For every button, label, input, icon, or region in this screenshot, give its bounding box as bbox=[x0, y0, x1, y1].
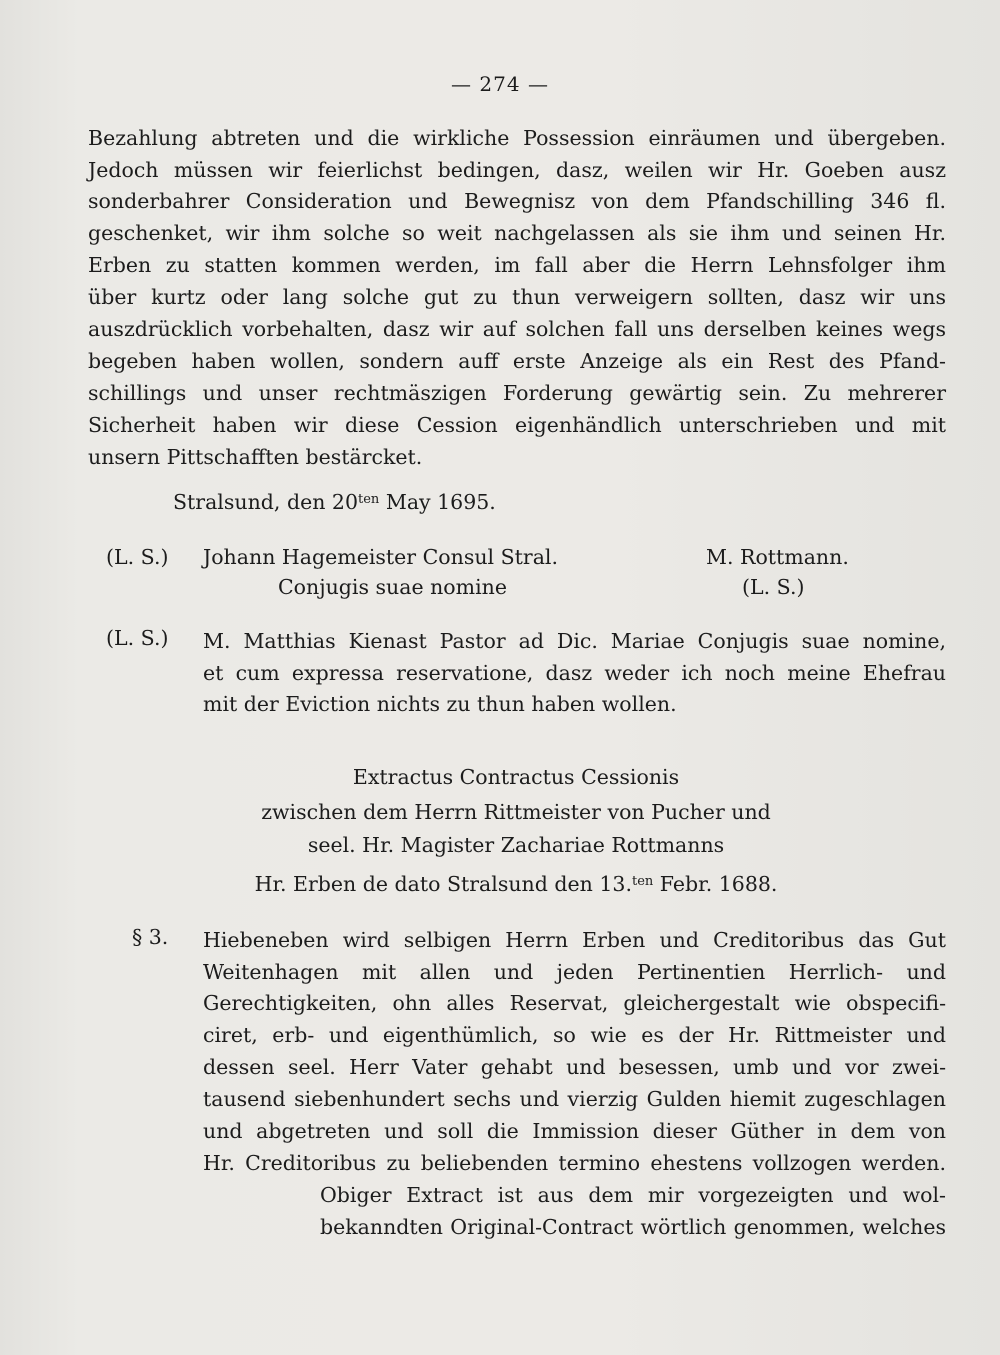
seal-mark: (L. S.) bbox=[106, 545, 169, 569]
closing-line: bekanndten Original-Contract wörtlich genommen, welches bbox=[320, 1215, 946, 1239]
text-line: schillings und unser rechtmäszigen Forderung gewärtig sein. Zu mehrerer bbox=[88, 381, 946, 405]
dateline-text: May 1695. bbox=[379, 490, 496, 514]
seal-mark: (L. S.) bbox=[742, 575, 805, 599]
text-line: Bezahlung abtreten und die wirkliche Possession einräumen und übergeben. bbox=[88, 126, 946, 150]
section-line: ciret, erb- und eigenthümlich, so wie es der Hr. Rittmeister und bbox=[203, 1023, 946, 1047]
section-line: Hiebeneben wird selbigen Herrn Erben und Creditoribus das Gut bbox=[203, 928, 946, 952]
page-number: 274 bbox=[479, 72, 521, 96]
text-line: sonderbahrer Consideration und Bewegnisz von dem Pfandschilling 346 fl. bbox=[88, 189, 946, 213]
section-line: und abgetreten und soll die Immission dieser Güther in dem von bbox=[203, 1119, 946, 1143]
text-line: Jedoch müssen wir feierlichst bedingen, dasz, weilen wir Hr. Goeben ausz bbox=[88, 158, 946, 182]
text-line: begeben haben wollen, sondern auff erste Anzeige als ein Rest des Pfand- bbox=[88, 349, 946, 373]
signature-conjugis: Conjugis suae nomine bbox=[278, 575, 507, 599]
text-line: über kurtz oder lang solche gut zu thun verweigern sollten, dasz wir uns bbox=[88, 285, 946, 309]
signature-hagemeister: Johann Hagemeister Consul Stral. bbox=[203, 545, 558, 569]
heading-line: zwischen dem Herrn Rittmeister von Pucher und bbox=[261, 800, 771, 824]
heading-text: Febr. 1688. bbox=[653, 872, 778, 896]
dateline bbox=[173, 490, 496, 514]
text-line: Sicherheit haben wir diese Cession eigenhändlich unterschrieben und mit bbox=[88, 413, 946, 437]
signature-kienast: et cum expressa reservatione, dasz weder ich noch meine Ehefrau bbox=[203, 661, 946, 685]
text-line: geschenket, wir ihm solche so weit nachgelassen als sie ihm und seinen Hr. bbox=[88, 221, 946, 245]
dateline-sup: ten bbox=[358, 492, 380, 507]
text-line: Erben zu statten kommen werden, im fall aber die Herrn Lehnsfolger ihm bbox=[88, 253, 946, 277]
signature-kienast: mit der Eviction nichts zu thun haben wollen. bbox=[203, 692, 677, 716]
section-line: tausend siebenhundert sechs und vierzig Gulden hiemit zugeschlagen bbox=[203, 1087, 946, 1111]
text-line: unsern Pittschafften bestärcket. bbox=[88, 445, 423, 469]
heading-text: Hr. Erben de dato Stralsund den 13. bbox=[254, 872, 632, 896]
signature-kienast: M. Matthias Kienast Pastor ad Dic. Mariae Conjugis suae nomine, bbox=[203, 629, 946, 653]
dateline-text: Stralsund, den 20 bbox=[173, 490, 359, 514]
heading-sup: ten bbox=[631, 874, 654, 889]
section-mark: § 3. bbox=[132, 925, 169, 949]
closing-line: Obiger Extract ist aus dem mir vorgezeigten und wol- bbox=[320, 1183, 946, 1207]
heading-line bbox=[16, 866, 1000, 900]
page-header: — 274 — bbox=[451, 72, 549, 96]
heading-line: Extractus Contractus Cessionis bbox=[352, 765, 680, 789]
seal-mark: (L. S.) bbox=[106, 626, 169, 650]
section-line: Hr. Creditoribus zu beliebenden termino ehestens vollzogen werden. bbox=[203, 1151, 946, 1175]
text-line: auszdrücklich vorbehalten, dasz wir auf solchen fall uns derselben keines wegs bbox=[88, 317, 946, 341]
section-line: dessen seel. Herr Vater gehabt und besessen, umb und vor zwei- bbox=[203, 1055, 946, 1079]
heading-line: seel. Hr. Magister Zachariae Rottmanns bbox=[307, 833, 725, 857]
signature-rottmann: M. Rottmann. bbox=[706, 545, 849, 569]
section-line: Gerechtigkeiten, ohn alles Reservat, gleichergestalt wie obspecifi- bbox=[203, 991, 946, 1015]
section-line: Weitenhagen mit allen und jeden Pertinentien Herrlich- und bbox=[203, 960, 946, 984]
